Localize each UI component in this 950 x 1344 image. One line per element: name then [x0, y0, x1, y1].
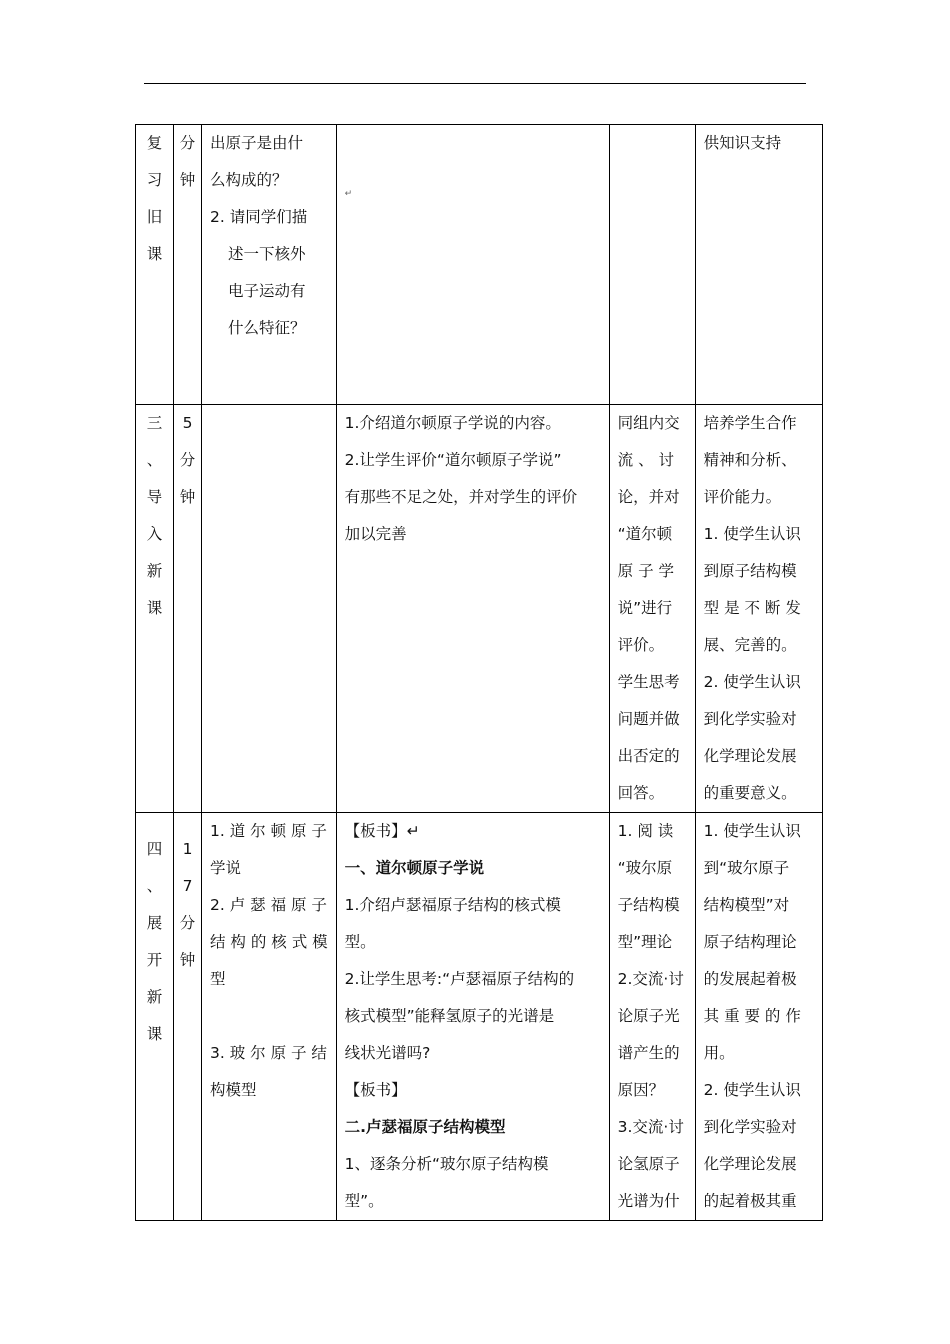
- content-line: 出原子是由什: [210, 134, 304, 152]
- text-line: 的起着极其重: [703, 1192, 797, 1210]
- table-row-review: [136, 125, 823, 405]
- text-line: 开: [146, 951, 163, 969]
- text-line: 培养学生合作: [703, 414, 797, 432]
- lesson-plan-table: [135, 124, 823, 1221]
- text-line: 1. 使学生认识: [703, 822, 801, 840]
- text-line: 到“玻尔原子: [703, 859, 790, 877]
- text-line: 型 是 不 断 发: [703, 599, 801, 617]
- content-line: 么构成的？: [210, 171, 288, 189]
- content-cell: [202, 125, 337, 405]
- text-line: 2. 卢 瑟 福 原 子: [210, 896, 327, 914]
- text-line: 展: [146, 914, 163, 932]
- teacher-line: 2.让学生思考:“卢瑟福原子结构的: [344, 970, 575, 988]
- teacher-line: 1、逐条分析“玻尔原子结构模: [344, 1155, 549, 1173]
- teacher-line: 核式模型”能释氢原子的光谱是: [344, 1007, 555, 1025]
- text-line: 1. 道 尔 顿 原 子: [210, 822, 327, 840]
- text-line: 流 、 讨: [617, 451, 674, 469]
- text-line: 子结构模: [617, 896, 680, 914]
- teacher-line: 型。: [344, 933, 376, 951]
- text-line: 钟: [179, 488, 196, 506]
- text-line: 型”理论: [617, 933, 673, 951]
- text-line: 到化学实验对: [703, 1118, 797, 1136]
- text-line: 精神和分析、: [703, 451, 797, 469]
- text-line: 1.介绍道尔顿原子学说的内容。: [344, 414, 561, 432]
- text-line: 旧: [146, 208, 163, 226]
- stage-cell: [136, 405, 174, 813]
- text-line: 习: [146, 171, 163, 189]
- text-line: 课: [146, 1025, 163, 1043]
- text-line: 2. 使学生认识: [703, 1081, 801, 1099]
- text-line: 化学理论发展: [703, 1155, 797, 1173]
- intent-cell: [695, 125, 822, 405]
- teacher-activity-cell: [336, 813, 609, 1221]
- teacher-activity-cell: [336, 405, 609, 813]
- text-line: 化学理论发展: [703, 747, 797, 765]
- text-line: 2.让学生评价“道尔顿原子学说”: [344, 451, 562, 469]
- text-line: 有那些不足之处，并对学生的评价: [344, 488, 578, 506]
- text-line: 课: [146, 599, 163, 617]
- text-line: 到原子结构模: [703, 562, 797, 580]
- table-row-expand: [136, 813, 823, 1221]
- table-row-intro: [136, 405, 823, 813]
- content-line: 电子运动有: [228, 282, 306, 300]
- text-line: 供知识支持: [703, 134, 782, 152]
- text-line: 3. 玻 尔 原 子 结: [210, 1044, 327, 1062]
- student-activity-cell: [609, 125, 695, 405]
- text-line: 加以完善: [344, 525, 407, 543]
- text-line: 钟: [179, 171, 196, 189]
- stage-cell: [136, 813, 174, 1221]
- text-line: 5: [182, 414, 193, 432]
- text-line: 同组内交: [617, 414, 680, 432]
- text-line: 、: [146, 451, 163, 469]
- text-line: 钟: [179, 951, 196, 969]
- text-line: 问题并做: [617, 710, 680, 728]
- text-line: 评价。: [617, 636, 665, 654]
- teacher-activity-cell: [336, 125, 609, 405]
- teacher-heading: 二.卢瑟福原子结构模型: [344, 1118, 506, 1136]
- text-line: 型: [210, 970, 226, 988]
- teacher-line: 【板书】↵: [344, 822, 420, 840]
- text-line: 2. 使学生认识: [703, 673, 801, 691]
- text-line: 课: [146, 245, 163, 263]
- text-line: 用。: [703, 1044, 735, 1062]
- teacher-heading: 一、道尔顿原子学说: [344, 859, 485, 877]
- text-line: 展、完善的。: [703, 636, 797, 654]
- text-line: 1: [182, 840, 193, 858]
- time-cell: [174, 125, 202, 405]
- text-line: 原 子 学: [617, 562, 674, 580]
- header-rule: [144, 83, 806, 84]
- intent-cell: [695, 405, 822, 813]
- text-line: 三: [146, 414, 163, 432]
- time-cell: [174, 813, 202, 1221]
- text-line: 光谱为什: [617, 1192, 680, 1210]
- spacer: [210, 998, 328, 1035]
- teacher-line: 【板书】: [344, 1081, 407, 1099]
- text-line: 3.交流·讨: [617, 1118, 684, 1136]
- text-line: 学说: [210, 859, 242, 877]
- student-activity-cell: [609, 813, 695, 1221]
- intent-cell: [695, 813, 822, 1221]
- text-line: 结 构 的 核 式 模: [210, 933, 328, 951]
- text-line: 回答。: [617, 784, 665, 802]
- teacher-line: 线状光谱吗?: [344, 1044, 431, 1062]
- text-line: 入: [146, 525, 163, 543]
- text-line: 四: [146, 840, 163, 858]
- text-line: 原因？: [617, 1081, 665, 1099]
- text-line: 的重要意义。: [703, 784, 797, 802]
- content-cell: [202, 813, 337, 1221]
- text-line: 新: [146, 988, 163, 1006]
- text-line: 构模型: [210, 1081, 257, 1099]
- text-line: 原子结构理论: [703, 933, 797, 951]
- text-line: 新: [146, 562, 163, 580]
- text-line: 谱产生的: [617, 1044, 680, 1062]
- student-activity-cell: [609, 405, 695, 813]
- text-line: 1. 阅 读: [617, 822, 674, 840]
- time-cell: [174, 405, 202, 813]
- text-line: 论氢原子: [617, 1155, 680, 1173]
- content-cell: [202, 405, 337, 813]
- teacher-line: 1.介绍卢瑟福原子结构的核式模: [344, 896, 561, 914]
- text-line: 、: [146, 877, 163, 895]
- text-line: “玻尔原: [617, 859, 673, 877]
- text-line: 分: [179, 914, 196, 932]
- text-line: 导: [146, 488, 163, 506]
- text-line: 论原子光: [617, 1007, 680, 1025]
- teacher-line: 型”。: [344, 1192, 384, 1210]
- text-line: 论，并对: [617, 488, 680, 506]
- text-line: 出否定的: [617, 747, 680, 765]
- text-line: 复: [146, 134, 163, 152]
- text-line: 结构模型”对: [703, 896, 790, 914]
- text-line: 1. 使学生认识: [703, 525, 801, 543]
- text-line: 到化学实验对: [703, 710, 797, 728]
- text-line: 7: [182, 877, 193, 895]
- text-line: “道尔顿: [617, 525, 673, 543]
- content-line: 2. 请同学们描: [210, 208, 308, 226]
- text-line: 其 重 要 的 作: [703, 1007, 801, 1025]
- text-line: 学生思考: [617, 673, 680, 691]
- content-line: 什么特征？: [228, 319, 306, 337]
- text-line: 分: [179, 134, 196, 152]
- stage-cell: [136, 125, 174, 405]
- text-line: 的发展起着极: [703, 970, 797, 988]
- text-line: 说”进行: [617, 599, 673, 617]
- text-line: 评价能力。: [703, 488, 782, 506]
- text-line: 2.交流·讨: [617, 970, 684, 988]
- text-line: 分: [179, 451, 196, 469]
- content-line: 述一下核外: [228, 245, 306, 263]
- paragraph-mark: ↵: [344, 189, 353, 199]
